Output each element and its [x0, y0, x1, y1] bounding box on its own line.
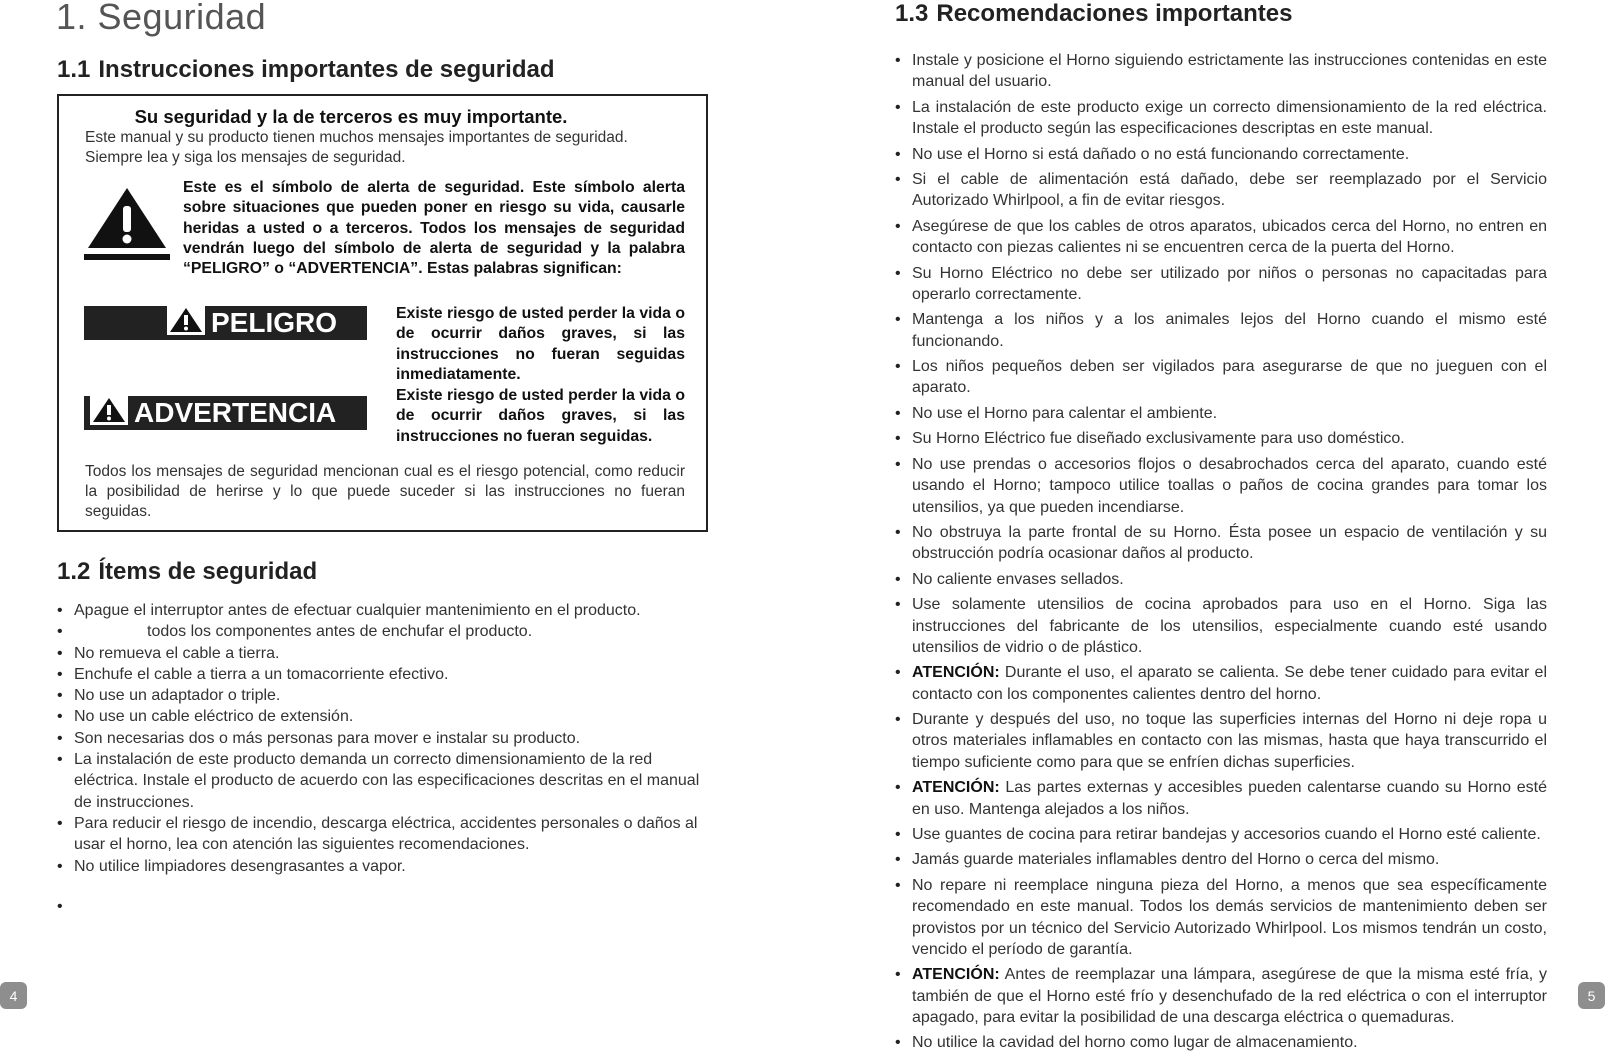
warning-triangle-icon: [90, 395, 128, 432]
list-item: • ATENCIÓN: Las partes externas y accesibles pueden calentarse cuando su Horno esté en uso. Mantenga alejados a los niños.: [895, 777, 1547, 820]
list-item: • Use solamente utensilios de cocina aprobados para uso en el Horno. Siga las instrucciones del fabricante de los utensilios, especialmente cuando esté usando utensilios de vidrio o de plástico.: [895, 594, 1547, 658]
list-item: • No obstruya la parte frontal de su Horno. Ésta posee un espacio de ventilación y su obstrucción podría ocasionar daños al producto.: [895, 522, 1547, 565]
safety-items-list: [57, 600, 707, 877]
list-item: • Para reducir el riesgo de incendio, descarga eléctrica, accidentes personales o daños al usar el horno, lea con atención las siguientes recomendaciones.: [57, 813, 707, 856]
safety-box-footer: Todos los mensajes de seguridad mencionan cual es el riesgo potencial, como reducir la posibilidad de herirse y lo que puede suceder si las instrucciones no fueran seguidas.: [85, 463, 685, 520]
list-item: • Si el cable de alimentación está dañado, debe ser reemplazado por el Servicio Autorizado Whirlpool, a fin de evitar riesgos.: [895, 169, 1547, 212]
list-item: • No use el Horno para calentar el ambiente.: [895, 403, 1547, 424]
list-item: • Son necesarias dos o más personas para mover e instalar su producto.: [57, 728, 707, 749]
list-item: • No remueva el cable a tierra.: [57, 643, 707, 664]
section-title: Ítems de seguridad: [98, 558, 318, 585]
list-item: • No use el Horno si está dañado o no está funcionando correctamente.: [895, 144, 1547, 165]
list-item: • Enchufe el cable a tierra a un tomacorriente efectivo.: [57, 664, 707, 685]
safety-box-intro: [85, 128, 685, 168]
list-item: • Durante y después del uso, no toque las superficies internas del Horno ni deje ropa u otros materiales inflamables en contacto con las mismas, hasta que haya transcurrido el tiempo suficiente como para que se enfríen dichas superficies.: [895, 709, 1547, 773]
section-heading-1-2: [57, 558, 317, 586]
list-item: • No repare ni reemplace ninguna pieza del Horno, a menos que sea específicamente recomendado en este manual. Todos los demás servicios de mantenimiento deben ser provistos por un técnico del Servicio Autorizado Whirlpool. Los mismos tendrán un costo, vencido el período de garantía.: [895, 875, 1547, 960]
warning-label: ADVERTENCIA: [134, 397, 337, 428]
warning-triangle-icon: [167, 305, 205, 342]
safety-box-heading: Su seguridad y la de terceros es muy importante.: [134, 106, 568, 127]
list-item: • No utilice la cavidad del horno como lugar de almacenamiento.: [895, 1032, 1547, 1053]
list-item: • Use guantes de cocina para retirar bandejas y accesorios cuando el Horno esté caliente.: [895, 824, 1547, 845]
safety-alert-symbol-icon: [84, 186, 170, 267]
page-number-left: 4: [0, 982, 27, 1009]
list-item: • Mantenga a los niños y a los animales lejos del Horno cuando el mismo esté funcionando.: [895, 309, 1547, 352]
list-item: • Su Horno Eléctrico no debe ser utilizado por niños o personas no capacitadas para operarlo correctamente.: [895, 263, 1547, 306]
alert-symbol-explanation: Este es el símbolo de alerta de seguridad. Este símbolo alerta sobre situaciones que pueden poner en riesgo su vida, causarle heridas a usted o a terceros. Todos los mensajes de seguridad vendrán luego del símbolo de alerta de seguridad y la palabra “PELIGRO” o “ADVERTENCIA”. Estas palabras significan:: [183, 179, 685, 278]
list-item: • Jamás guarde materiales inflamables dentro del Horno o cerca del mismo.: [895, 849, 1547, 870]
intro-line-2: Siempre lea y siga los mensajes de seguridad.: [85, 149, 406, 166]
list-item: • La instalación de este producto exige un correcto dimensionamiento de la red eléctrica. Instale el producto según las especificaciones descriptas en este manual.: [895, 97, 1547, 140]
recommendations-list: [895, 50, 1547, 1058]
danger-label: PELIGRO: [210, 307, 337, 338]
list-item: • No caliente envases sellados.: [895, 569, 1547, 590]
list-item: • ATENCIÓN: Durante el uso, el aparato se calienta. Se debe tener cuidado para evitar el contacto con los componentes calientes dentro del horno.: [895, 662, 1547, 705]
list-item: • Instale y posicione el Horno siguiendo estrictamente las instrucciones contenidas en este manual del usuario.: [895, 50, 1547, 93]
warning-description: Existe riesgo de usted perder la vida o de ocurrir daños graves, si las instrucciones no fueran seguidas.: [396, 387, 685, 445]
page-title: 1. Seguridad: [56, 0, 267, 37]
list-item: • todos los componentes antes de enchufar el producto.: [57, 621, 707, 642]
page-number-right: 5: [1578, 982, 1605, 1009]
list-item: • No use un cable eléctrico de extensión.: [57, 706, 707, 727]
section-heading-1-3: [895, 0, 1292, 28]
danger-signal-banner: [84, 306, 367, 340]
list-item: • La instalación de este producto demanda un correcto dimensionamiento de la red eléctrica. Instale el producto de acuerdo con las especificaciones descritas en el manual de instrucciones.: [57, 749, 707, 813]
empty-list-bullet: •: [57, 898, 63, 915]
section-number: 1.1: [57, 56, 91, 83]
section-title: Instrucciones importantes de seguridad: [98, 56, 555, 83]
section-number: 1.3: [895, 0, 929, 27]
list-item: • Apague el interruptor antes de efectuar cualquier mantenimiento en el producto.: [57, 600, 707, 621]
list-item: • ATENCIÓN: Antes de reemplazar una lámpara, asegúrese de que la misma esté fría, y también de que el Horno esté frío y desenchufado de la red eléctrica o con el interruptor apagado, para evitar la posibilidad de una descarga eléctrica o quemaduras.: [895, 964, 1547, 1028]
list-item: • Su Horno Eléctrico fue diseñado exclusivamente para uso doméstico.: [895, 428, 1547, 449]
section-title: Recomendaciones importantes: [936, 0, 1293, 27]
section-heading-1-1: [57, 56, 554, 84]
warning-signal-banner: [84, 396, 367, 430]
list-item: • Asegúrese de que los cables de otros aparatos, ubicados cerca del Horno, no entren en contacto con piezas calientes ni se encuentren cerca de la puerta del Horno.: [895, 216, 1547, 259]
section-number: 1.2: [57, 558, 91, 585]
list-item: • Los niños pequeños deben ser vigilados para asegurarse de que no jueguen con el aparato.: [895, 356, 1547, 399]
list-item: • No utilice limpiadores desengrasantes a vapor.: [57, 856, 707, 877]
list-item: • No use un adaptador o triple.: [57, 685, 707, 706]
intro-line-1: Este manual y su producto tienen muchos mensajes importantes de seguridad.: [85, 129, 628, 146]
list-item: • No use prendas o accesorios flojos o desabrochados cerca del aparato, cuando esté usando el Horno; tampoco utilice toallas o paños de cocina grandes para tomar los utensilios, ya que pueden incendiarse.: [895, 454, 1547, 518]
danger-description: Existe riesgo de usted perder la vida o de ocurrir daños graves, si las instrucciones no fueran seguidas inmediatamente.: [396, 305, 685, 383]
